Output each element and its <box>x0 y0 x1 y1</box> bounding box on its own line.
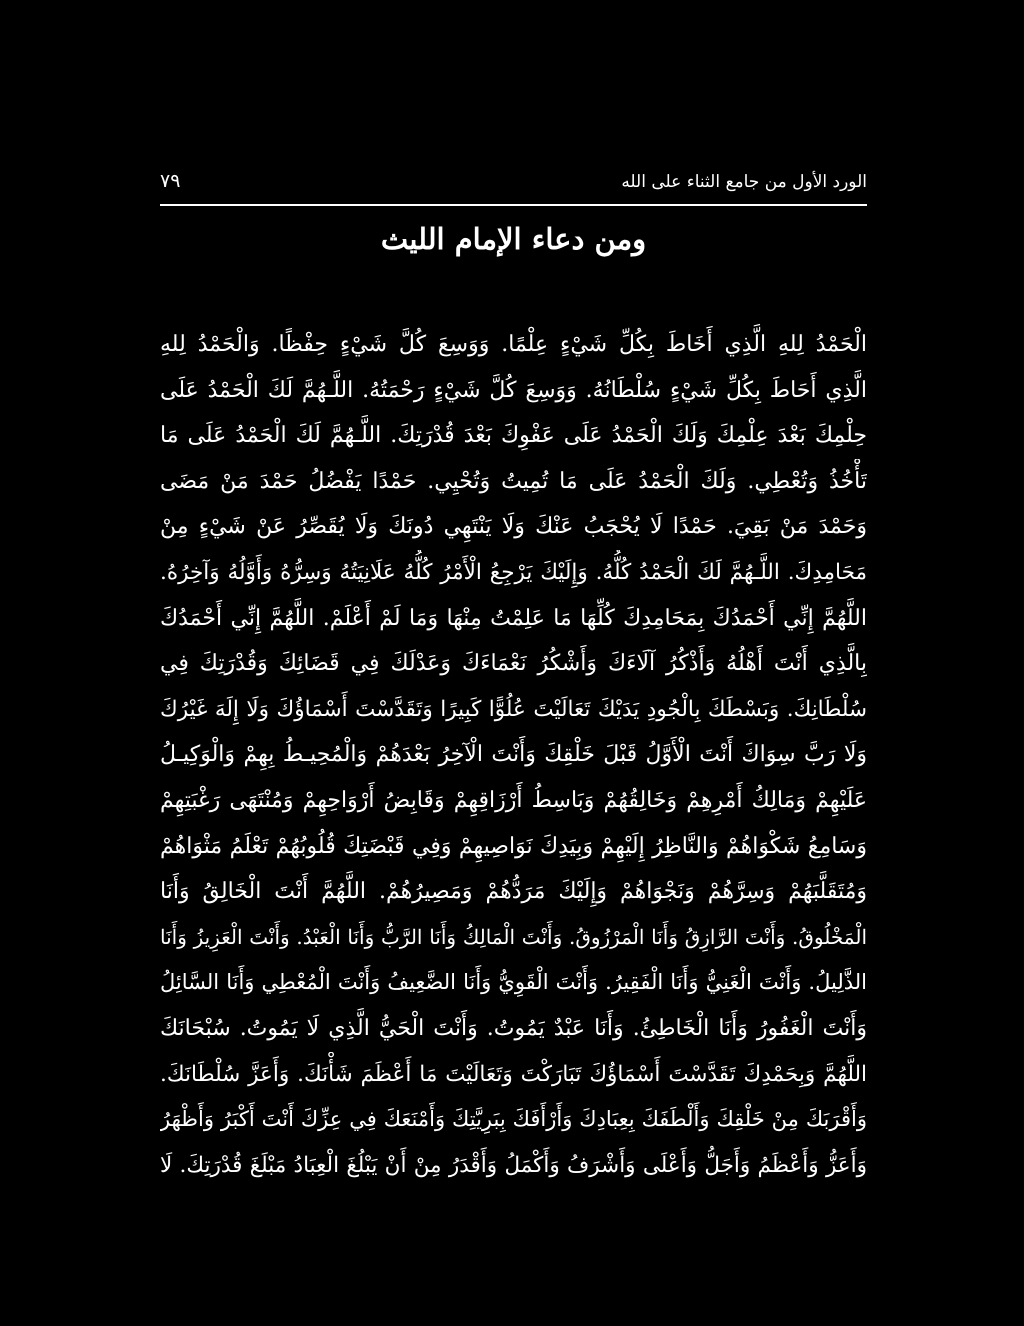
text-line: حِلْمِكَ بَعْدَ عِلْمِكَ وَلَكَ الْحَمْدُ عَلَى عَفْوِكَ بَعْدَ قُدْرَتِكَ. اللَّـهُمَّ لَكَ الْحَمْدُ عَلَى مَا <box>160 423 867 449</box>
text-line: وَأَقْرَبَكَ مِنْ خَلْقِكَ وَأَلْطَفَكَ بِعِبَادِكَ وَأَرْأَفَكَ بِبَرِيَّتِكَ وَأَمْنَعَكَ فِي عِزِّكَ أَنْتَ أَكْبَرُ وَأَظْهَرُ <box>160 1107 867 1132</box>
text-line: اللَّهُمَّ إِنِّي أَحْمَدُكَ بِمَحَامِدِكَ كُلِّهَا مَا عَلِمْتُ مِنْهَا وَمَا لَمْ أَعْلَمْ. اللَّهُمَّ إِنِّي أَحْمَدُكَ <box>160 605 867 631</box>
text-line: اللَّهُمَّ وَبِحَمْدِكَ تَقَدَّسْتَ أَسْمَاؤُكَ تَبَارَكْتَ وَتَعَالَيْتَ مَا أَعْظَمَ شَأْنَكَ. وَأَعَزَّ سُلْطَانَكَ. <box>160 1061 867 1087</box>
header-divider <box>160 204 867 206</box>
text-line: عَلَيْهِمْ وَمَالِكُ أَمْرِهِمْ وَخَالِقُهُمْ وَبَاسِطُ أَرْزَاقِهِمْ وَقَابِضُ أَرْوَاحِهِمْ وَمُنْتَهَى رَغْبَتِهِمْ <box>160 787 867 813</box>
running-title: الورد الأول من جامع الثناء على الله <box>621 172 867 192</box>
text-line: وَأَعَزُّ وَأَعْظَمُ وَأَجَلُّ وَأَعْلَى وَأَشْرَفُ وَأَكْمَلُ وَأَقْدَرُ مِنْ أَنْ يَبْلُغَ الْعِبَادُ مَبْلَغَ قُدْرَتِكَ. لَا <box>160 1152 867 1178</box>
page-number: ٧٩ <box>160 170 181 192</box>
body-text <box>160 322 867 1188</box>
text-line: سُلْطَانِكَ. وَبَسْطَكَ بِالْجُودِ يَدَيْكَ تَعَالَيْتَ عُلُوًّا كَبِيرًا وَتَقَدَّسْتَ أَسْمَاؤُكَ وَلَا إِلَهَ غَيْرُكَ <box>160 696 867 722</box>
page-header <box>160 168 867 200</box>
text-line: وَمُتَقَلَّبَهُمْ وَسِرَّهُمْ وَنَجْوَاهُمْ وَإِلَيْكَ مَرَدُّهُمْ وَمَصِيرُهُمْ. اللَّهُمَّ أَنْتَ الْخَالِقُ وَأَنَا <box>160 879 867 905</box>
text-line: مَحَامِدِكَ. اللَّـهُمَّ لَكَ الْحَمْدُ كُلُّهُ. وَإِلَيْكَ يَرْجِعُ الْأَمْرُ كُلُّهُ عَلَانِيَتُهُ وَسِرُّهُ وَأَوَّلُهُ وَآخِرُهُ. <box>160 559 867 585</box>
text-line: الَّذِي أَحَاطَ بِكُلِّ شَيْءٍ سُلْطَانُهُ. وَوَسِعَ كُلَّ شَيْءٍ رَحْمَتُهُ. اللَّـهُمَّ لَكَ الْحَمْدُ عَلَى <box>160 377 867 403</box>
text-line: الْحَمْدُ لِلهِ الَّذِي أَخَاطَ بِكُلِّ شَيْءٍ عِلْمًا. وَوَسِعَ كُلَّ شَيْءٍ حِفْظًا. وَالْحَمْدُ لِلهِ <box>160 332 867 357</box>
text-line: وَلَا رَبَّ سِوَاكَ أَنْتَ الْأَوَّلُ قَبْلَ خَلْقِكَ وَأَنْتَ الْآخِرُ بَعْدَهُمْ وَالْمُحِيـطُ بِهِمْ وَالْوَكِيـلُ <box>160 742 867 768</box>
section-heading: ومن دعاء الإمام الليث <box>380 222 647 256</box>
text-line: تَأْخُذُ وَتُعْطِي. وَلَكَ الْحَمْدُ عَلَى مَا تُمِيتُ وَتُحْيِي. حَمْدًا يَفْضُلُ حَمْدَ مَنْ مَضَى <box>160 468 867 494</box>
text-line: الْمَخْلُوقُ. وَأَنْتَ الرَّازِقُ وَأَنَا الْمَرْزُوقُ. وَأَنْتَ الْمَالِكُ وَأَنَا الرَّبُّ وَأَنَا الْعَبْدُ. وَأَنْتَ الْعَزِيزُ وَأَنَا <box>160 924 867 949</box>
text-line: الذَّلِيلُ. وَأَنْتَ الْغَنِيُّ وَأَنَا الْفَقِيرُ. وَأَنْتَ الْقَوِيُّ وَأَنَا الضَّعِيفُ وَأَنْتَ الْمُعْطِي وَأَنَا السَّائِلُ <box>160 970 867 995</box>
text-line: وَأَنْتَ الْغَفُورُ وَأَنَا الْخَاطِئُ. وَأَنَا عَبْدٌ يَمُوتُ. وَأَنْتَ الْحَيُّ الَّذِي لَا يَمُوتُ. سُبْحَانَكَ <box>160 1015 867 1041</box>
text-line: وَسَامِعُ شَكْوَاهُمْ وَالنَّاظِرُ إِلَيْهِمْ وَبِيَدِكَ نَوَاصِيهِمْ وَفِي قَبْضَتِكَ قُلُوبُهُمْ تَعْلَمُ مَثْوَاهُمْ <box>160 833 867 859</box>
text-line: وَحَمْدَ مَنْ بَقِيَ. حَمْدًا لَا يُحْجَبُ عَنْكَ وَلَا يَنْتَهِي دُونَكَ وَلَا يُقَصِّرُ عَنْ شَيْءٍ مِنْ <box>160 514 867 540</box>
text-line: بِالَّذِي أَنْتَ أَهْلُهُ وَأَذْكُرُ آلَاءَكَ وَأَشْكُرُ نَعْمَاءَكَ وَعَدْلَكَ فِي قَضَائِكَ وَقُدْرَتِكَ فِي <box>160 651 867 677</box>
